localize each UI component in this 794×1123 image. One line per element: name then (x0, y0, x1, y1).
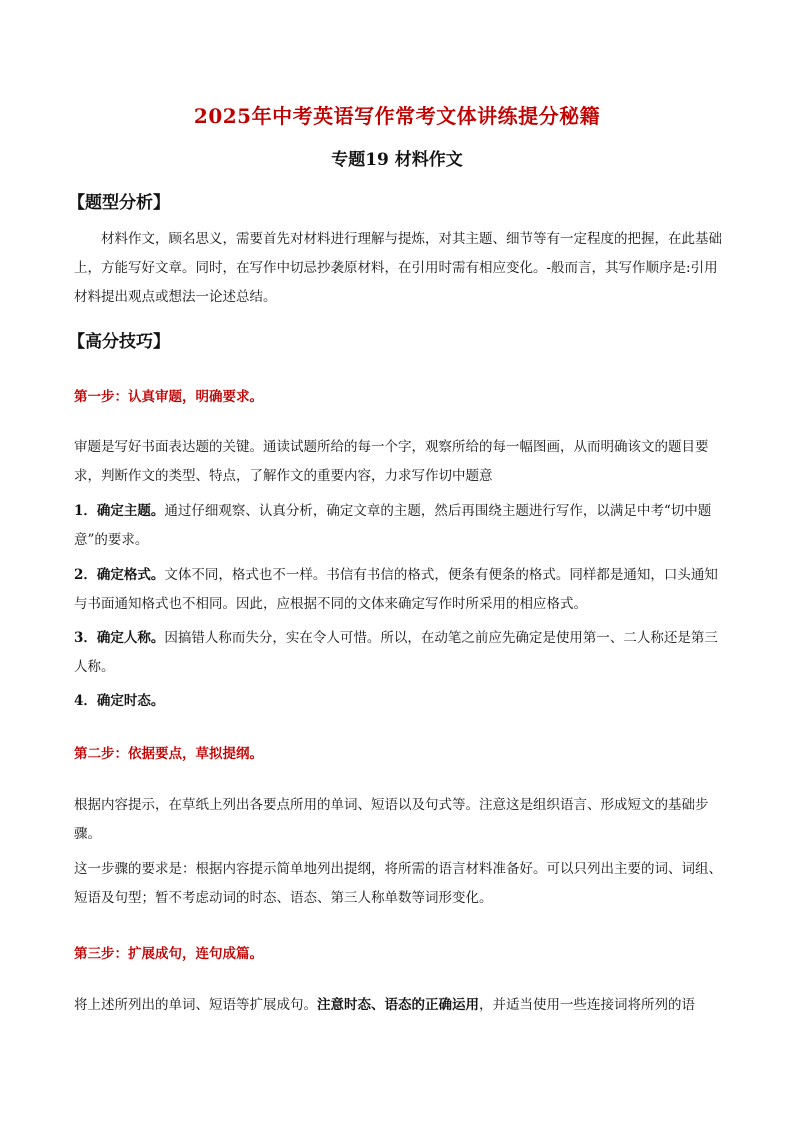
step3-paragraph-1 (74, 991, 724, 1020)
item-label: 确定主题。 (96, 503, 165, 519)
step1-item-3 (74, 624, 724, 682)
step2-paragraph-1: 根据内容提示，在草纸上列出各要点所用的单词、短语以及句式等。注意这是组织语言、形成短文的基础步骤。 (74, 797, 709, 842)
item-label: 确定格式。 (96, 567, 165, 583)
analysis-paragraph: 材料作文，顾名思义，需要首先对材料进行理解与提炼，对其主题、细节等有一定程度的把握，在此基础上，方能写好文章。同时，在写作中切忌抄袭原材料，在引用时需有相应变化。-般而言，其写作顺序是:引用材料提出观点或想法一论述总结。 (74, 231, 722, 305)
section-heading-analysis: 【题型分析】 (68, 193, 170, 213)
item-number: 2． (74, 567, 97, 583)
item-number: 3． (74, 630, 97, 646)
item-label: 确定人称。 (96, 630, 165, 646)
item-text: 通过仔细观察、认真分析，确定文章的主题，然后再围绕主题进行写作，以满足中考“切中题意”的要求。 (74, 503, 712, 548)
document-title: 2025年中考英语写作常考文体讲练提分秘籍 (193, 104, 601, 128)
section-heading-skills: 【高分技巧】 (68, 332, 170, 352)
step3-text-part-c: ，并适当使用一些连接词将所列的语 (479, 997, 695, 1013)
step1-item-4 (74, 687, 724, 716)
step1-item-2 (74, 561, 724, 619)
item-label: 确定时态。 (96, 693, 165, 709)
step2-paragraph-2: 这一步骤的要求是：根据内容提示简单地列出提纲，将所需的语言材料准备好。可以只列出主要的词、词组、短语及句型；暂不考虑动词的时态、语态、第三人称单数等词形变化。 (74, 861, 722, 906)
item-text: 因搞错人称而失分，实在令人可惜。所以，在动笔之前应先确定是使用第一、二人称还是第三人称。 (74, 630, 718, 675)
item-number: 1． (74, 503, 97, 519)
step3-emphasis: 注意时态、语态的正确运用 (317, 997, 479, 1013)
step3-heading: 第三步：扩展成句，连句成篇。 (74, 946, 263, 962)
step1-heading: 第一步：认真审题，明确要求。 (74, 389, 263, 405)
item-number: 4． (74, 693, 97, 709)
step3-text-part-a: 将上述所列出的单词、短语等扩展成句。 (74, 997, 317, 1013)
step1-intro: 审题是写好书面表达题的关键。通读试题所给的每一个字，观察所给的每一幅图画，从而明确该文的题目要求，判断作文的类型、特点，了解作文的重要内容，力求写作切中题意 (74, 439, 709, 484)
item-text: 文体不同，格式也不一样。书信有书信的格式，便条有便条的格式。同样都是通知，口头通知与书面通知格式也不相同。因此，应根据不同的文体来确定写作时所采用的相应格式。 (74, 567, 718, 612)
step1-item-1 (74, 497, 724, 555)
step2-heading: 第二步：依据要点，草拟提纲。 (74, 746, 263, 762)
document-subtitle: 专题19 材料作文 (331, 150, 463, 170)
